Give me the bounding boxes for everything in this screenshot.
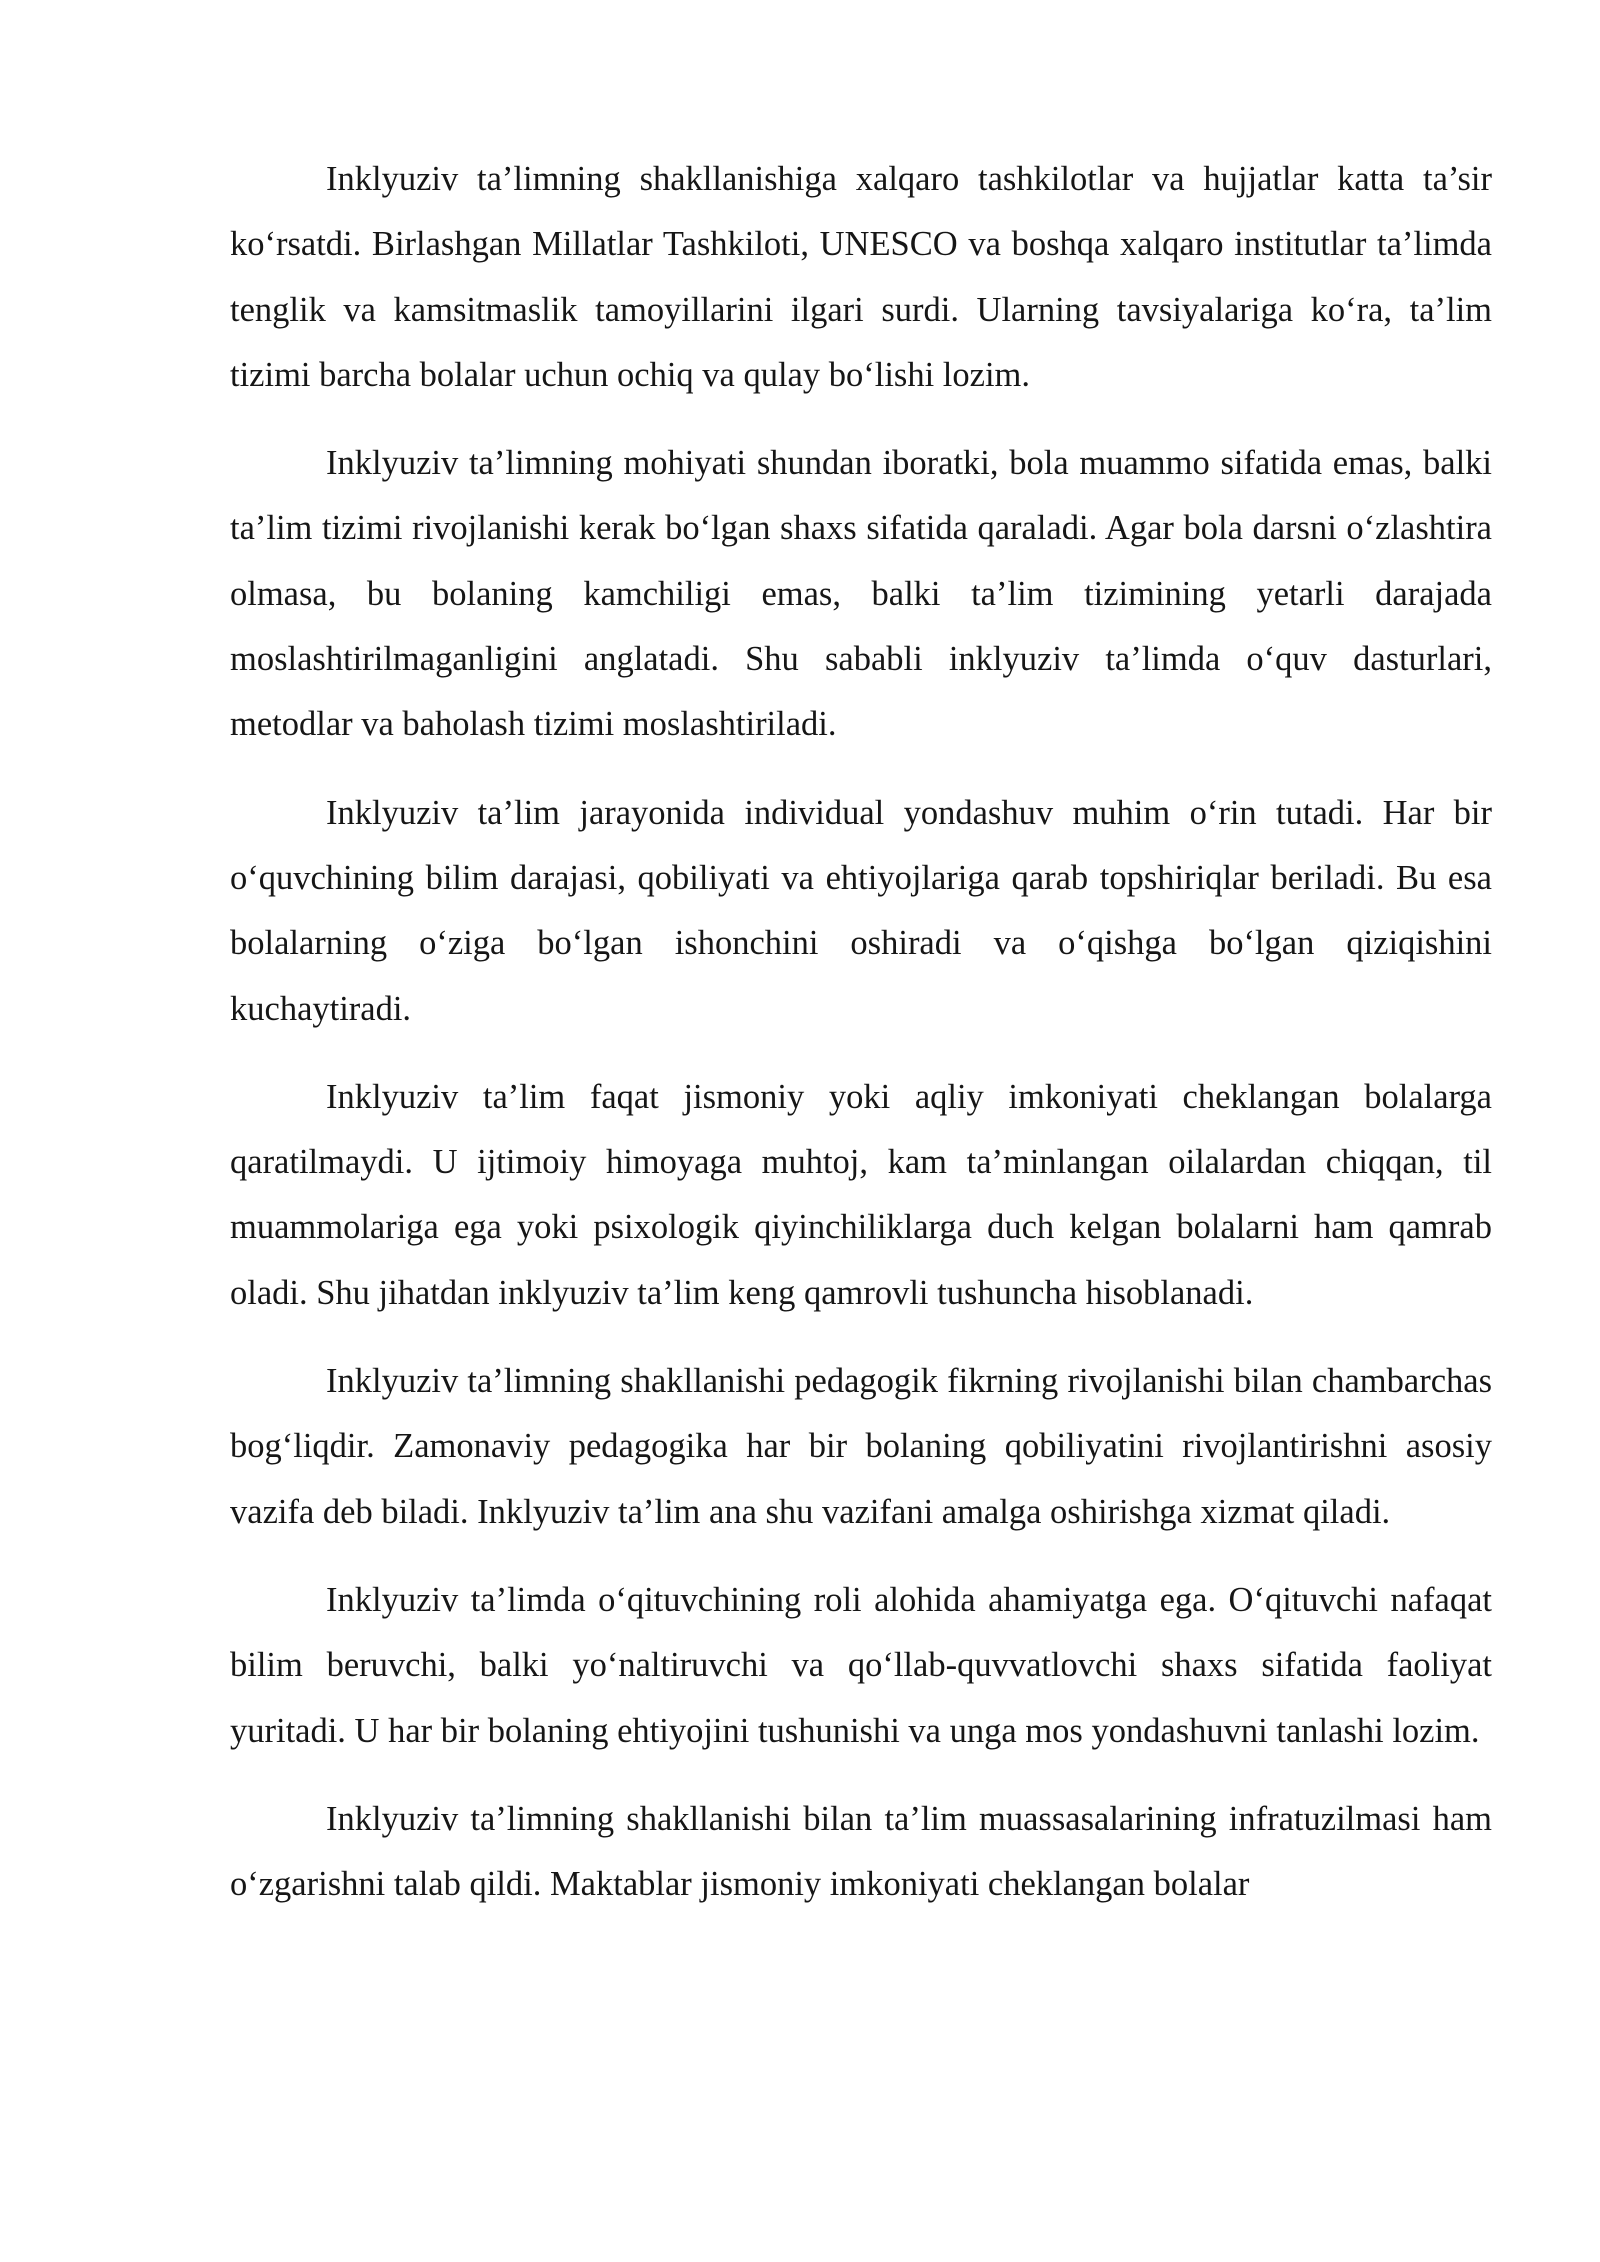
paragraph-essence-of-inclusive-education: Inklyuziv ta’limning mohiyati shundan iboratki, bola muammo sifatida emas, balki ta’lim tizimi rivojlanishi kerak bo‘lgan shaxs sifatida qaraladi. Agar bola darsni o‘zlashtira olmasa, bu bolaning kamchiligi emas, balki ta’lim tizimining yetarli darajada moslashtirilmaganligini anglatadi. Shu sababli inklyuziv ta’limda o‘quv dasturlari, metodlar va baholash tizimi moslashtiriladi.: [230, 444, 1492, 744]
paragraph-scope-of-inclusion: Inklyuziv ta’lim faqat jismoniy yoki aqliy imkoniyati cheklangan bolalarga qaratilmaydi. U ijtimoiy himoyaga muhtoj, kam ta’minlangan oilalardan chiqqan, til muammolariga ega yoki psixologik qiyinchiliklarga duch kelgan bolalarni ham qamrab oladi. Shu jihatdan inklyuziv ta’lim keng qamrovli tushuncha hisoblanadi.: [230, 1077, 1492, 1312]
paragraph-teacher-role: Inklyuziv ta’limda o‘qituvchining roli alohida ahamiyatga ega. O‘qituvchi nafaqat bilim beruvchi, balki yo‘naltiruvchi va qo‘llab-quvvatlovchi shaxs sifatida faoliyat yuritadi. U har bir bolaning ehtiyojini tushunishi va unga mos yondashuvni tanlashi lozim.: [230, 1580, 1492, 1750]
paragraph-infrastructure: Inklyuziv ta’limning shakllanishi bilan ta’lim muassasalarining infratuzilmasi ham o‘zgarishni talab qildi. Maktablar jismoniy imkoniyati cheklangan bolalar: [230, 1799, 1492, 1904]
document-body: [230, 147, 1492, 1940]
paragraph-international-organizations: Inklyuziv ta’limning shakllanishiga xalqaro tashkilotlar va hujjatlar katta ta’sir ko‘rsatdi. Birlashgan Millatlar Tashkiloti, UNESCO va boshqa xalqaro institutlar ta’limda tenglik va kamsitmaslik tamoyillarini ilgari surdi. Ularning tavsiyalariga ko‘ra, ta’lim tizimi barcha bolalar uchun ochiq va qulay bo‘lishi lozim.: [230, 160, 1492, 394]
paragraph-individual-approach: Inklyuziv ta’lim jarayonida individual yondashuv muhim o‘rin tutadi. Har bir o‘quvchining bilim darajasi, qobiliyati va ehtiyojlariga qarab topshiriqlar beriladi. Bu esa bolalarning o‘ziga bo‘lgan ishonchini oshiradi va o‘qishga bo‘lgan qiziqishini kuchaytiradi.: [230, 793, 1492, 1028]
paragraph-pedagogical-thought: Inklyuziv ta’limning shakllanishi pedagogik fikrning rivojlanishi bilan chambarchas bog‘liqdir. Zamonaviy pedagogika har bir bolaning qobiliyatini rivojlantirishni asosiy vazifa deb biladi. Inklyuziv ta’lim ana shu vazifani amalga oshirishga xizmat qiladi.: [230, 1362, 1492, 1531]
